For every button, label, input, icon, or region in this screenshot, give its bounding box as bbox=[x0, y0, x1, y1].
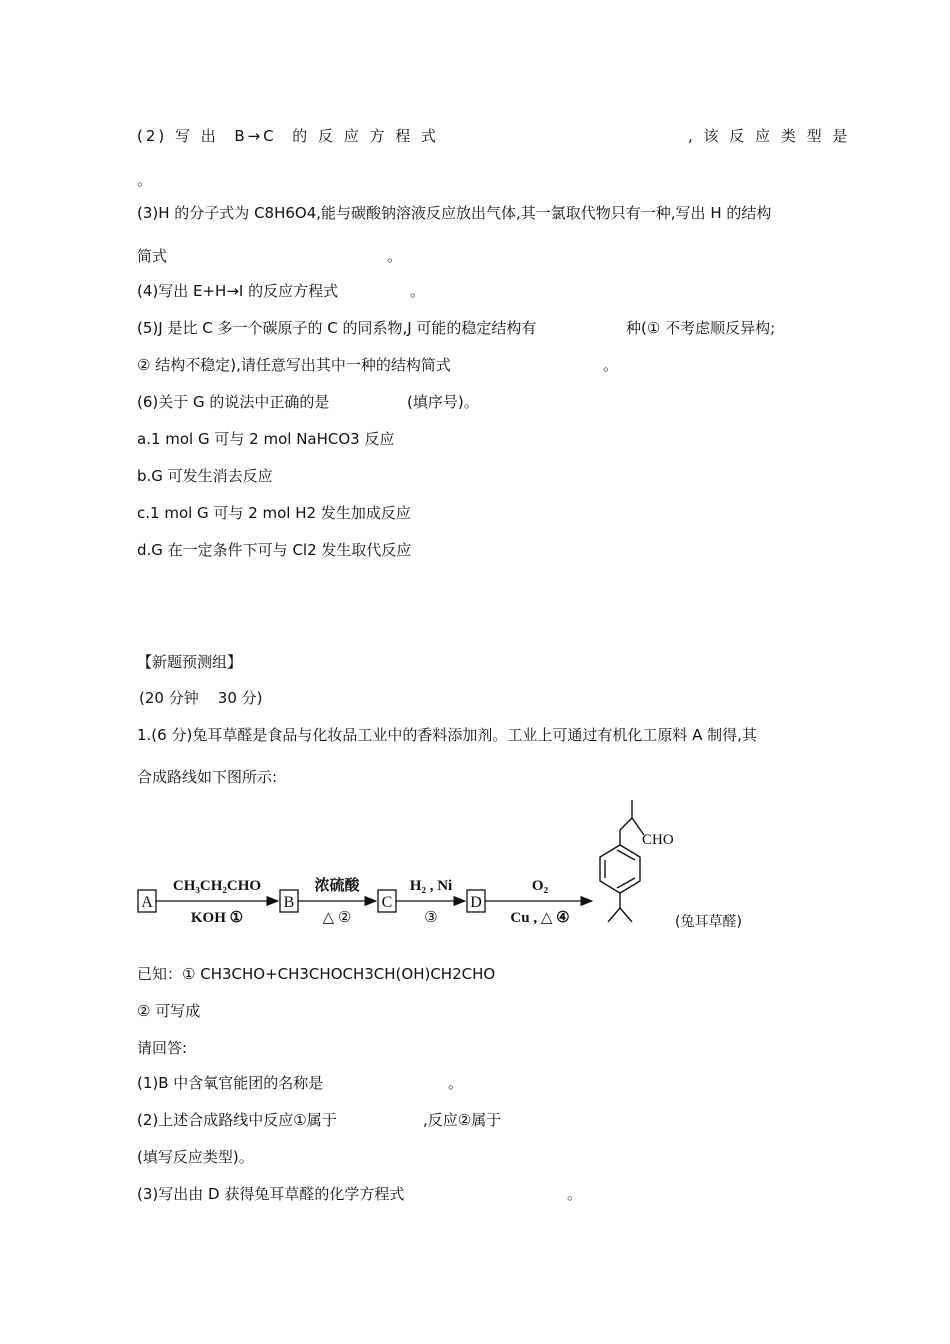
q1-line2: 合成路线如下图所示: bbox=[137, 768, 278, 786]
q5-line2-a: ② 结构不稳定),请任意写出其中一种的结构简式 bbox=[137, 356, 451, 374]
q3-line1: (3)H 的分子式为 C8H6O4,能与碳酸钠溶液反应放出气体,其一氯取代物只有一种,写出 H 的结构 bbox=[137, 204, 772, 222]
option-b: b.G 可发生消去反应 bbox=[137, 467, 273, 485]
q3-line2-a: 简式 bbox=[137, 247, 168, 265]
section-title: 【新题预测组】 bbox=[137, 653, 243, 671]
q2-tail: 。 bbox=[137, 171, 153, 189]
sub-q2-mid: ,反应②属于 bbox=[423, 1111, 502, 1129]
sub-q1-text: (1)B 中含氧官能团的名称是 bbox=[137, 1074, 324, 1092]
product-name: (兔耳草醛) bbox=[675, 914, 742, 930]
arrow-1-top: CH₃CH₂CHO bbox=[172, 878, 262, 894]
option-a: a.1 mol G 可与 2 mol NaHCO3 反应 bbox=[137, 430, 395, 448]
box-a-label: A bbox=[141, 894, 153, 911]
q2-right: , 该 反 应 类 型 是 bbox=[688, 127, 851, 145]
q1-line1: 1.(6 分)兔耳草醛是食品与化妆品工业中的香料添加剂。工业上可通过有机化工原料 A 制得,其 bbox=[137, 726, 757, 744]
arrow-2-top: 浓硫酸 bbox=[314, 876, 360, 894]
option-d: d.G 在一定条件下可与 Cl2 发生取代反应 bbox=[137, 541, 412, 559]
known-line1: 已知：① CH3CHO+CH3CHOCH3CH(OH)CH2CHO bbox=[137, 965, 496, 983]
arrow-1-bottom: KOH ① bbox=[190, 910, 244, 926]
arrow-3-bottom: ③ bbox=[424, 910, 438, 926]
box-b-label: B bbox=[283, 894, 295, 911]
q2-left: (2) 写 出 B→C 的 反 应 方 程 式 bbox=[137, 127, 440, 145]
box-d-label: D bbox=[470, 894, 482, 911]
answer-prompt: 请回答: bbox=[137, 1039, 188, 1057]
option-c: c.1 mol G 可与 2 mol H2 发生加成反应 bbox=[137, 504, 411, 522]
q5-line1-b: 种(① 不考虑顺反异构; bbox=[626, 319, 776, 337]
product-structure bbox=[600, 800, 644, 922]
q4-tail: 。 bbox=[410, 282, 426, 300]
q5-line1-a: (5)J 是比 C 多一个碳原子的 C 的同系物,J 可能的稳定结构有 bbox=[137, 319, 537, 337]
q4-text: (4)写出 E+H→I 的反应方程式 bbox=[137, 282, 339, 300]
q5-line2-b: 。 bbox=[603, 356, 619, 374]
sub-q2-line2: (填写反应类型)。 bbox=[137, 1148, 254, 1166]
arrow-4-top: O₂ bbox=[531, 878, 549, 894]
q6-text: (6)关于 G 的说法中正确的是 bbox=[137, 393, 330, 411]
arrow-3-top: H₂ , Ni bbox=[409, 878, 453, 894]
sub-q3-tail: 。 bbox=[567, 1185, 583, 1203]
arrow-4-bottom: Cu , △ ④ bbox=[510, 910, 570, 926]
q3-line2-b: 。 bbox=[387, 247, 403, 265]
product-cho-label: CHO bbox=[642, 832, 674, 848]
arrow-2-bottom: △ ② bbox=[322, 910, 352, 926]
box-c-label: C bbox=[381, 894, 393, 911]
synthesis-scheme bbox=[130, 790, 742, 940]
sub-q3-text: (3)写出由 D 获得兔耳草醛的化学方程式 bbox=[137, 1185, 405, 1203]
section-time: (20 分钟 30 分) bbox=[139, 689, 263, 707]
known-line2: ② 可写成 bbox=[137, 1002, 201, 1020]
q6-tail: (填序号)。 bbox=[407, 393, 479, 411]
sub-q1-tail: 。 bbox=[448, 1074, 464, 1092]
sub-q2-text: (2)上述合成路线中反应①属于 bbox=[137, 1111, 337, 1129]
